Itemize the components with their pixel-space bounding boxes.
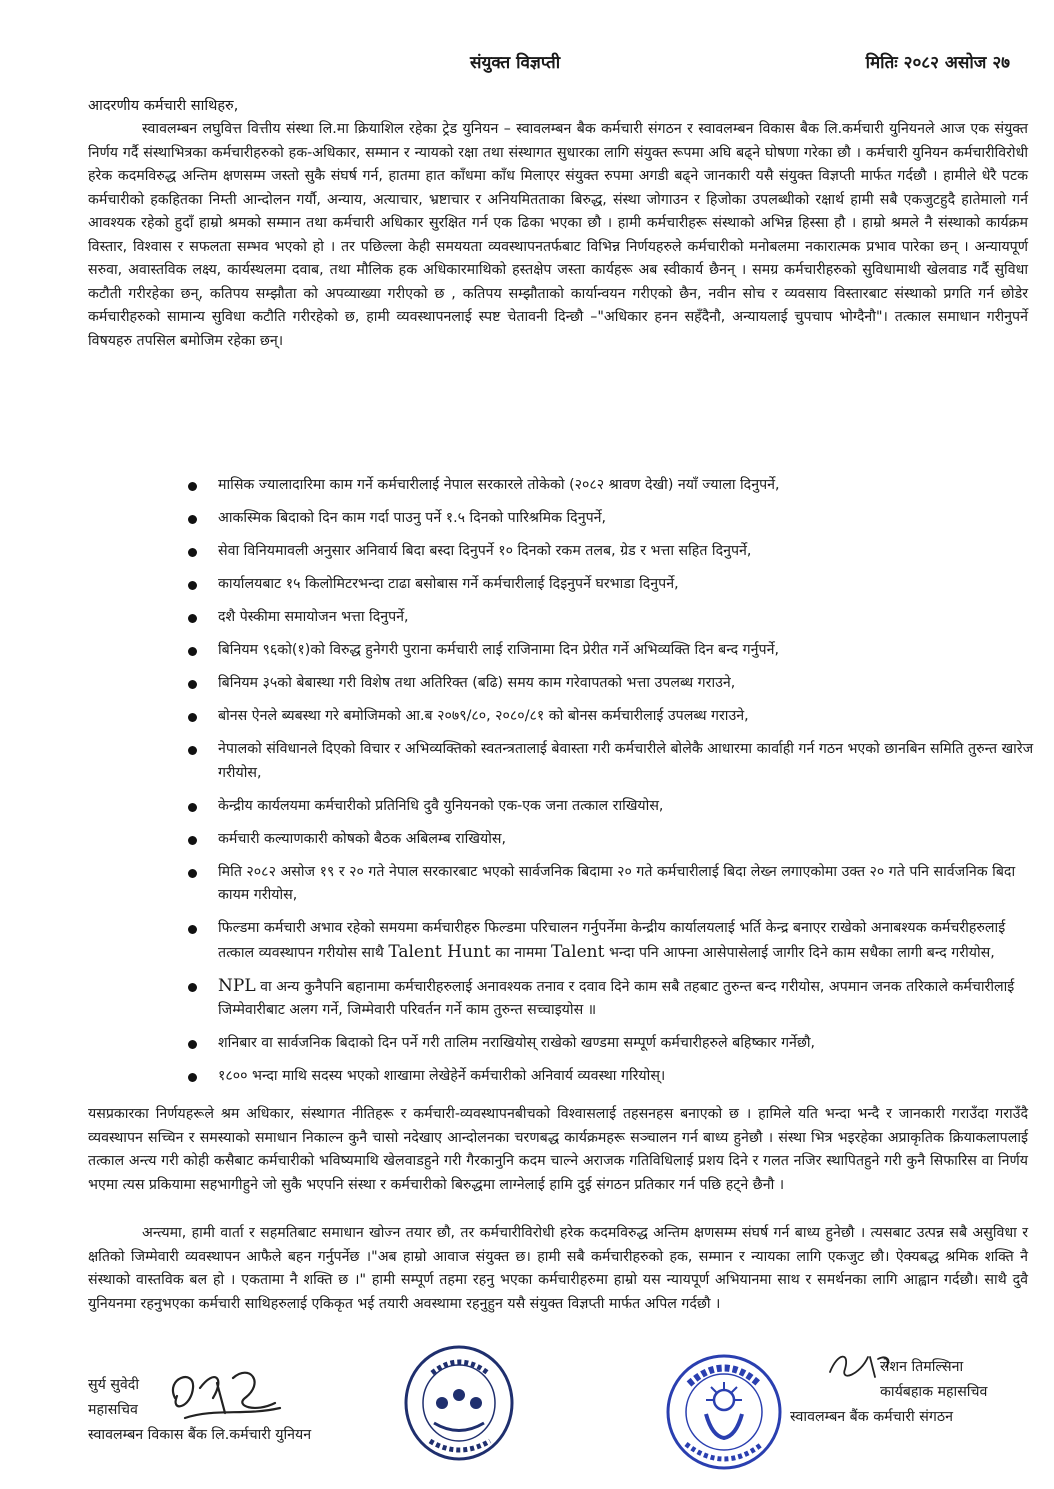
bullet-icon — [188, 836, 197, 845]
bullet-icon — [188, 548, 197, 557]
demand-item: कार्यालयबाट १५ किलोमिटरभन्दा टाढा बसोबास गर्ने कर्मचारीलाई दिइनुपर्ने घरभाडा दिनुपर्ने, — [188, 573, 1038, 597]
bullet-icon — [188, 614, 197, 623]
document-header — [0, 50, 1054, 80]
demand-item: दशै पेस्कीमा समायोजन भत्ता दिनुपर्ने, — [188, 606, 1038, 630]
demand-item: फिल्डमा कर्मचारी अभाव रहेको समयमा कर्मचारीहरु फिल्डमा परिचालन गर्नुपर्नेमा केन्द्रीय कार्यालयलाई भर्ति केन्द्र बनाएर राखेको अनाबश्यक कर्मचरीहरुलाई तत्काल व्यवस्थापन गरीयोस साथै Talent Hunt का नाममा Talent भन्दा पनि आफ्ना आसेपासेलाई जागीर दिने काम सधैका लागी बन्द गरीयोस, — [188, 917, 1038, 965]
demand-item: केन्द्रीय कार्यलयमा कर्मचारीको प्रतिनिधि दुवै युनियनको एक-एक जना तत्काल राखियोस, — [188, 795, 1038, 819]
signatory-left-role: महासचिव — [88, 1402, 138, 1418]
bullet-icon — [188, 925, 197, 934]
union-stamp-right — [664, 1352, 784, 1472]
demand-item: आकस्मिक बिदाको दिन काम गर्दा पाउनु पर्ने १.५ दिनको पारिश्रमिक दिनुपर्ने, — [188, 507, 1038, 531]
signatory-left-name: सुर्य सुवेदी — [88, 1377, 140, 1393]
bullet-icon — [188, 713, 197, 722]
signatory-right-role: कार्यबहाक महासचिव — [880, 1384, 988, 1400]
demand-item: १८०० भन्दा माथि सदस्य भएको शाखामा लेखेहेर्ने कर्मचारीको अनिवार्य व्यवस्था गरियोस्। — [188, 1065, 1038, 1089]
demand-item: बिनियम ९६को(१)को विरुद्ध हुनेगरी पुराना कर्मचारी लाई राजिनामा दिन प्रेरीत गर्ने अभिव्यक्ति दिन बन्द गर्नुपर्ने, — [188, 639, 1038, 663]
bullet-icon — [188, 515, 197, 524]
signatory-left — [88, 1373, 311, 1448]
bullet-icon — [188, 680, 197, 689]
demand-item: मिति २०८२ असोज १९ र २० गते नेपाल सरकारबाट भएको सार्वजनिक बिदामा २० गते कर्मचारीलाई बिदा लेख्न लगाएकोमा उक्त २० गते पनि सार्वजनिक बिदा कायम गरीयोस, — [188, 861, 1038, 908]
signatory-right-name: रोशन तिमल्सिना — [880, 1359, 964, 1375]
consequence-paragraph: यसप्रकारका निर्णयहरूले श्रम अधिकार, संस्थागत नीतिहरू र कर्मचारी-व्यवस्थापनबीचको विश्वासलाई तहसनहस बनाएको छ । हामिले यति भन्दा भन्दै र जानकारी गराउँदा गराउँदै व्यवस्थापन सच्चिन र समस्याको समाधान निकाल्न कुनै चासो नदेखाए आन्दोलनका चरणबद्ध कार्यक्रमहरू सञ्चालन गर्न बाध्य हुनेछौ । संस्था भित्र भइरहेका अप्राकृतिक क्रियाकलापलाई तत्काल अन्त्य गरी कोही कसैबाट कर्मचारीको भविष्यमाथि खेलवाडहुने गरी गैरकानुनि कदम चाल्ने अराजक गतिविधिलाई प्रशय दिने र गलत नजिर स्थापितहुने गरी कुनै सिफारिस वा निर्णय भएमा त्यस प्रकियामा सहभागीहुने जो सुकै भएपनि संस्था र कर्मचारीको बिरुद्धमा लाग्नेलाई हामि दुई संगठन प्रतिकार गर्न पछि हट्ने छैनौ । — [88, 1106, 1028, 1193]
demand-item: सेवा विनियमावली अनुसार अनिवार्य बिदा बस्दा दिनुपर्ने १० दिनको रकम तलब, ग्रेड र भत्ता सहित दिनुपर्ने, — [188, 540, 1038, 564]
signatory-left-org: स्वावलम्बन विकास बैंक लि.कर्मचारी युनियन — [88, 1427, 312, 1443]
demand-item: शनिबार वा सार्वजनिक बिदाको दिन पर्ने गरी तालिम नराखियोस् राखेको खण्डमा सम्पूर्ण कर्मचारीहरुले बहिष्कार गर्नेछौ, — [188, 1032, 1038, 1056]
demand-item: बोनस ऐनले ब्यबस्था गरे बमोजिमको आ.ब २०७९/८०, २०८०/८१ को बोनस कर्मचारीलाई उपलब्ध गराउने, — [188, 705, 1038, 729]
bullet-icon — [188, 983, 197, 992]
bullet-icon — [188, 647, 197, 656]
demand-item: NPL वा अन्य कुनैपनि बहानामा कर्मचारीहरुलाई अनावश्यक तनाव र दवाव दिने काम सबै तहबाट तुरुन्त बन्द गरीयोस, अपमान जनक तरिकाले कर्मचारीलाई जिम्मेवारीबाट अलग गर्ने, जिम्मेवारी परिवर्तन गर्ने काम तुरुन्त सच्चाइयोस ॥ — [188, 975, 1038, 1023]
demand-item: कर्मचारी कल्याणकारी कोषको बैठक अबिलम्ब राखियोस, — [188, 828, 1038, 852]
demands-list — [188, 474, 1038, 1098]
demand-item: नेपालको संविधानले दिएको विचार र अभिव्यक्तिको स्वतन्त्रतालाई बेवास्ता गरी कर्मचारीले बोलेकै आधारमा कार्वाही गर्न गठन भएको छानबिन समिति तुरुन्त खारेज गरीयोस, — [188, 738, 1038, 785]
document-date: मितिः २०८२ असोज २७ — [865, 53, 1010, 73]
bullet-icon — [188, 869, 197, 878]
bullet-icon — [188, 803, 197, 812]
bullet-icon — [188, 1040, 197, 1049]
signatory-right — [790, 1355, 987, 1430]
closing-paragraph: अन्त्यमा, हामी वार्ता र सहमतिबाट समाधान खोज्न तयार छौ, तर कर्मचारीविरोधी हरेक कदमविरुद्ध अन्तिम क्षणसम्म संघर्ष गर्न बाध्य हुनेछौ । त्यसबाट उत्पन्न सबै असुविधा र क्षतिको जिम्मेवारी व्यवस्थापन आफैले बहन गर्नुपर्नेछ ।"अब हाम्रो आवाज संयुक्त छ। हामी सबै कर्मचारीहरुको हक, सम्मान र न्यायका लागि एकजुट छौ। ऐक्यबद्ध श्रमिक शक्ति नै संस्थाको वास्तविक बल हो । एकतामा नै शक्ति छ ।" हामी सम्पूर्ण तहमा रहनु भएका कर्मचारीहरुमा हाम्रो यस न्यायपूर्ण अभियानमा साथ र समर्थनका लागि आह्वान गर्दछौ। साथै दुवै युनियनमा रहनुभएका कर्मचारी साथिहरुलाई एकिकृत भई तयारी अवस्थामा रहनुहुन यसै संयुक्त विज्ञप्ती मार्फत अपिल गर्दछौ । — [88, 1225, 1028, 1312]
bullet-icon — [188, 1073, 197, 1082]
bullet-icon — [188, 581, 197, 590]
demand-item: बिनियम ३५को बेबास्था गरी विशेष तथा अतिरिक्त (बढि) समय काम गरेवापतको भत्ता उपलब्ध गराउने, — [188, 672, 1038, 696]
bullet-icon — [188, 482, 197, 491]
bullet-icon — [188, 746, 197, 755]
signatory-right-org: स्वावलम्बन बैंक कर्मचारी संगठन — [790, 1409, 953, 1425]
salutation: आदरणीय कर्मचारी साथिहरु, — [88, 98, 239, 114]
demand-item: मासिक ज्यालादारिमा काम गर्ने कर्मचारीलाई नेपाल सरकारले तोकेको (२०८२ श्रावण देखी) नयाँ ज्याला दिनुपर्ने, — [188, 474, 1038, 498]
intro-paragraph: स्वावलम्बन लघुवित्त वित्तीय संस्था लि.मा क्रियाशिल रहेका ट्रेड युनियन – स्वावलम्बन बैक कर्मचारी संगठन र स्वावलम्बन विकास बैक लि.कर्मचारी युनियनले आज एक संयुक्त निर्णय गर्दै संस्थाभित्रका कर्मचारीहरुको हक-अधिकार, सम्मान र न्यायको रक्षा तथा संस्थागत सुधारका लागि संयुक्त रूपमा अघि बढ्ने घोषणा गरेका छौ । कर्मचारी युनियन कर्मचारीविरोधी हरेक कदमविरुद्ध अन्तिम क्षणसम्म जस्तो सुकै संघर्ष गर्न, हातमा हात काँधमा काँध मिलाएर संयुक्त रुपमा अगडी बढ्ने जानकारी यसै संयुक्त विज्ञप्ती मार्फत गर्दछौ । हामीले धेरै पटक कर्मचारीको हकहितका निम्ती आन्दोलन गर्यौ, अन्याय, अत्याचार, भ्रष्टाचार र अनियमितताका बिरुद्ध, संस्था जोगाउन र हिजोका उपलब्धीको रक्षार्थ हामी सबै एकजुटहुदै हातेमालो गर्न आवश्यक रहेको हुदाँ हाम्रो श्रमको सम्मान तथा कर्मचारी अधिकार सुरक्षित गर्न एक ढिका भएका छौ । हामी कर्मचारीहरू संस्थाको अभिन्न हिस्सा हौ । हाम्रो श्रमले नै संस्थाको कार्यक्रम विस्तार, विश्वास र सफलता सम्भव भएको हो । तर पछिल्ला केही समययता व्यवस्थापनतर्फबाट विभिन्न निर्णयहरुले कर्मचारीको मनोबलमा नकारात्मक प्रभाव पारेका छन् । अन्यायपूर्ण सरुवा, अवास्तविक लक्ष्य, कार्यस्थलमा दवाब, तथा मौलिक हक अधिकारमाथिको हस्तक्षेप जस्ता कार्यहरू अब स्वीकार्य छैनन् । समग्र कर्मचारीहरुको सुविधामाथी खेलवाड गर्दै सुविधा कटौती गरीरहेका छन्, कतिपय सम्झौता को अपव्याख्या गरीएको छ , कतिपय सम्झौताको कार्यान्वयन गरीएको छैन, नवीन सोच र व्यवसाय विस्तारबाट संस्थाको प्रगति गर्न छोडेर कर्मचारीहरुको सामान्य सुविधा कटौति गरीरहेको छ, हामी व्यवस्थापनलाई स्पष्ट चेतावनी दिन्छौ –"अधिकार हनन सहँदैनौ, अन्यायलाई चुपचाप भोग्दैनौ"। तत्काल समाधान गरीनुपर्ने विषयहरु तपसिल बमोजिम रहेका छन्। — [88, 121, 1028, 349]
document-title: संयुक्त विज्ञप्ती — [470, 53, 561, 73]
union-stamp-left — [402, 1343, 517, 1463]
